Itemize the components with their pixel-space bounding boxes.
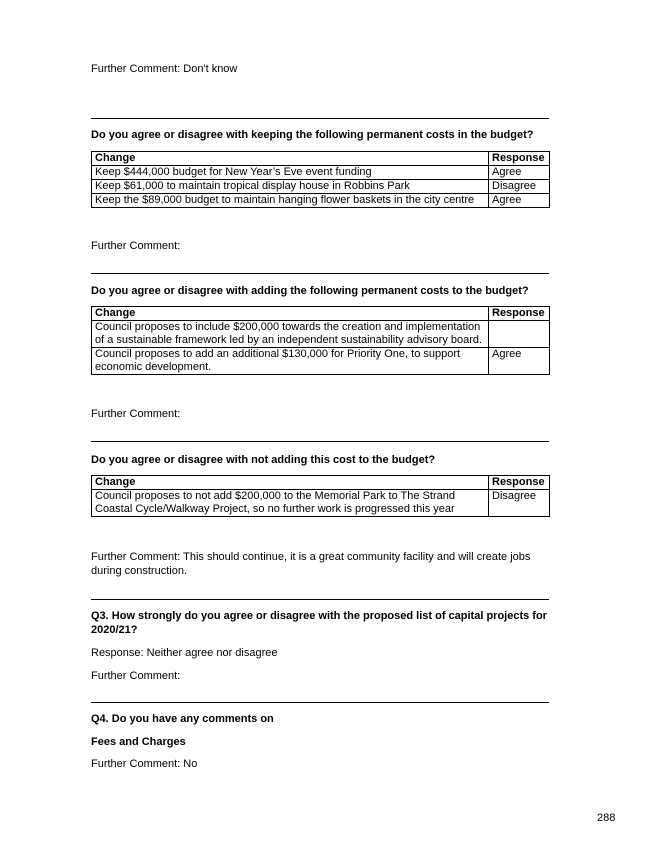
q4-subheading: Fees and Charges (91, 736, 186, 748)
keep-costs-table (91, 151, 550, 208)
table-header-row (92, 476, 550, 490)
section-divider (91, 599, 549, 600)
change-cell: Keep the $89,000 budget to maintain hanging flower baskets in the city centre (92, 194, 489, 208)
table-row (92, 348, 550, 375)
add-costs-table (91, 306, 550, 375)
change-cell: Council proposes to not add $200,000 to the Memorial Park to The Strand Coastal Cycle/Walkway Project, so no further work is progressed this year (92, 490, 489, 517)
response-column-header: Response (489, 152, 550, 166)
page-number: 288 (597, 812, 616, 824)
response-cell: Disagree (489, 490, 550, 517)
table-header-row (92, 307, 550, 321)
section-divider (91, 118, 549, 119)
change-column-header: Change (92, 307, 489, 321)
change-cell: Council proposes to add an additional $130,000 for Priority One, to support economic development. (92, 348, 489, 375)
q3-further-comment: Further Comment: (91, 670, 181, 682)
change-cell: Keep $444,000 budget for New Year’s Eve event funding (92, 166, 489, 180)
not-add-cost-table (91, 475, 550, 517)
section-divider (91, 273, 549, 274)
response-column-header: Response (489, 476, 550, 490)
response-cell: Disagree (489, 180, 550, 194)
intro-further-comment: Further Comment: Don't know (91, 63, 238, 75)
response-column-header: Response (489, 307, 550, 321)
q3-response: Response: Neither agree nor disagree (91, 647, 278, 659)
response-cell: Agree (489, 194, 550, 208)
table-row (92, 490, 550, 517)
q4-question: Q4. Do you have any comments on (91, 713, 274, 725)
table-row (92, 166, 550, 180)
change-cell: Council proposes to include $200,000 towards the creation and implementation of a sustainable framework led by an independent sustainability advisory board. (92, 321, 489, 348)
question-not-add-cost: Do you agree or disagree with not adding this cost to the budget? (91, 454, 436, 466)
table-header-row (92, 152, 550, 166)
response-cell: Agree (489, 166, 550, 180)
table-row (92, 194, 550, 208)
response-cell: Agree (489, 348, 550, 375)
question-add-costs: Do you agree or disagree with adding the following permanent costs to the budget? (91, 285, 529, 297)
keep-costs-further-comment: Further Comment: (91, 240, 181, 252)
q4-further-comment: Further Comment: No (91, 758, 198, 770)
table-row (92, 180, 550, 194)
question-keep-costs: Do you agree or disagree with keeping the following permanent costs in the budget? (91, 129, 534, 141)
response-cell (489, 321, 550, 348)
change-cell: Keep $61,000 to maintain tropical display house in Robbins Park (92, 180, 489, 194)
q3-question: Q3. How strongly do you agree or disagree with the proposed list of capital projects for 2020/21? (91, 610, 547, 636)
section-divider (91, 441, 549, 442)
change-column-header: Change (92, 476, 489, 490)
change-column-header: Change (92, 152, 489, 166)
table-row (92, 321, 550, 348)
not-add-cost-further-comment: Further Comment: This should continue, it is a great community facility and will create jobs during construction. (91, 551, 531, 577)
add-costs-further-comment: Further Comment: (91, 408, 181, 420)
section-divider (91, 702, 549, 703)
